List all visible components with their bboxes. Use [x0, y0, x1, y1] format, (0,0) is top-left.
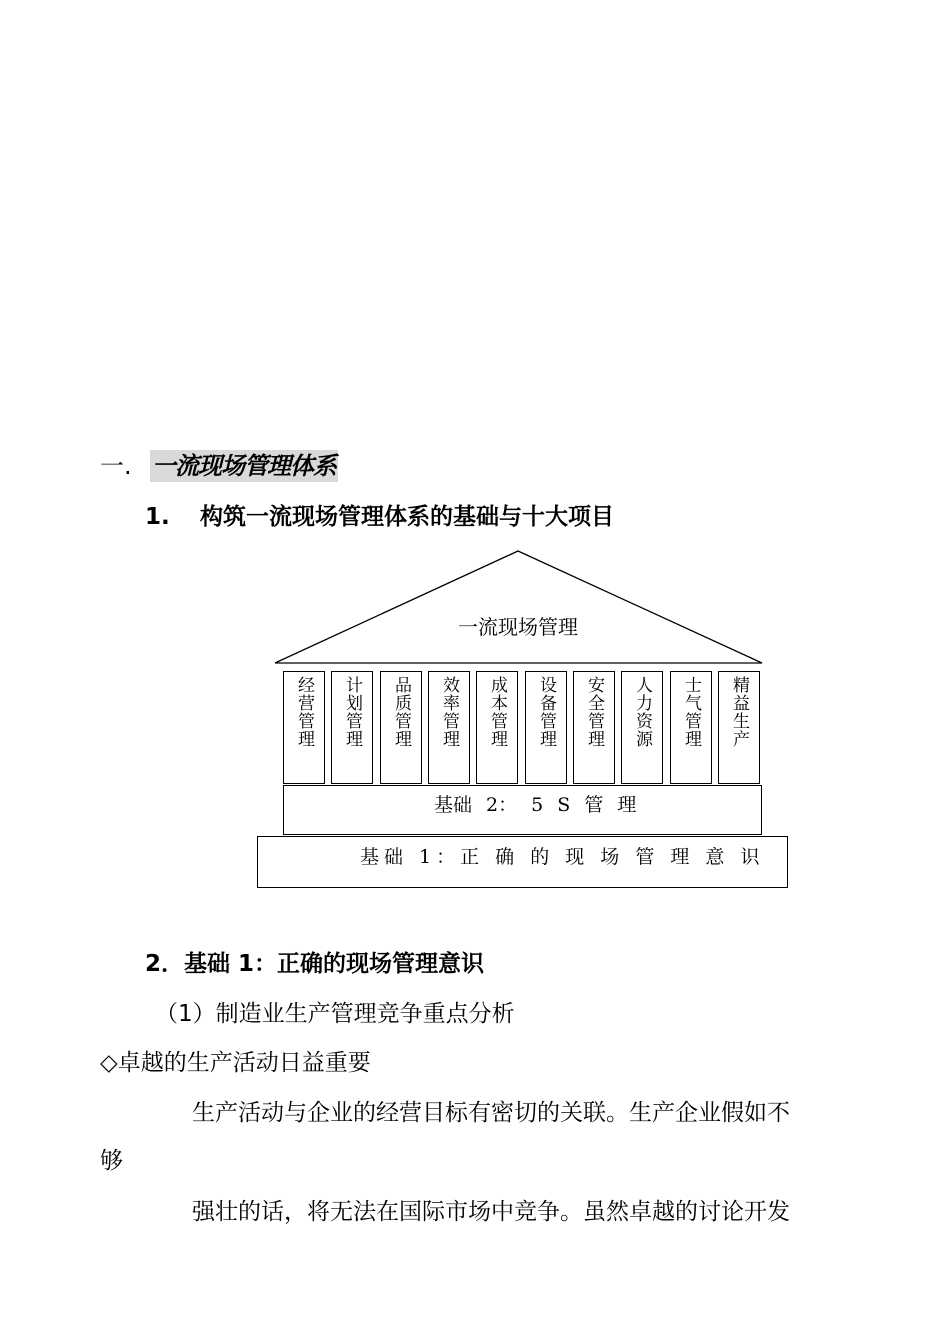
pillar-10	[718, 671, 760, 784]
pillar-7	[573, 671, 615, 784]
pillar-label: 经营管理	[294, 676, 314, 748]
pillar-4	[428, 671, 470, 784]
paragraph-1	[100, 1097, 865, 1177]
subsection-1-number: 1.	[145, 504, 170, 530]
pillar-3	[380, 671, 422, 784]
pillar-label: 士气管理	[681, 676, 701, 748]
paragraph-1-line-1: 生产活动与企业的经营目标有密切的关联。生产企业假如不	[192, 1100, 790, 1126]
pillar-label: 设备管理	[536, 676, 556, 748]
subsection-1-title: 构筑一流现场管理体系的基础与十大项目	[200, 504, 614, 530]
subsection-2-heading: 2．基础 1：正确的现场管理意识	[145, 951, 485, 977]
pillar-label: 成本管理	[487, 676, 507, 748]
pillar-6	[525, 671, 567, 784]
pillar-label: 效率管理	[439, 676, 459, 748]
section-title: 一流现场管理体系	[152, 452, 336, 480]
pillar-label: 品质管理	[391, 676, 411, 748]
subsection-3-heading: （1）制造业生产管理竞争重点分析	[155, 1001, 515, 1027]
paragraph-1-line-2: 够	[100, 1148, 123, 1174]
subsection-1-heading	[145, 501, 614, 533]
pillar-label: 精益生产	[729, 676, 749, 748]
pillar-label: 计划管理	[342, 676, 362, 748]
foundation-2-box	[283, 785, 762, 835]
pillar-5	[476, 671, 518, 784]
paragraph-2-line-1: 强壮的话，将无法在国际市场中竞争。虽然卓越的讨论开发	[192, 1199, 790, 1225]
pillar-1	[283, 671, 325, 784]
house-diagram	[255, 548, 790, 893]
pillar-2	[331, 671, 373, 784]
pillar-label: 安全管理	[584, 676, 604, 748]
roof-title: 一流现场管理	[458, 615, 578, 639]
pillar-8	[621, 671, 663, 784]
foundation-1-label: 基础 1：正 确 的 现 场 管 理 意 识	[360, 846, 765, 868]
pillar-9	[670, 671, 712, 784]
foundation-1-box	[257, 836, 788, 888]
foundation-2-label: 基础 2： 5 S 管 理	[434, 794, 637, 816]
paragraph-2	[100, 1196, 865, 1228]
bullet-heading: ◇卓越的生产活动日益重要	[100, 1050, 371, 1076]
pillar-label: 人力资源	[632, 676, 652, 748]
section-number: 一.	[100, 452, 132, 480]
